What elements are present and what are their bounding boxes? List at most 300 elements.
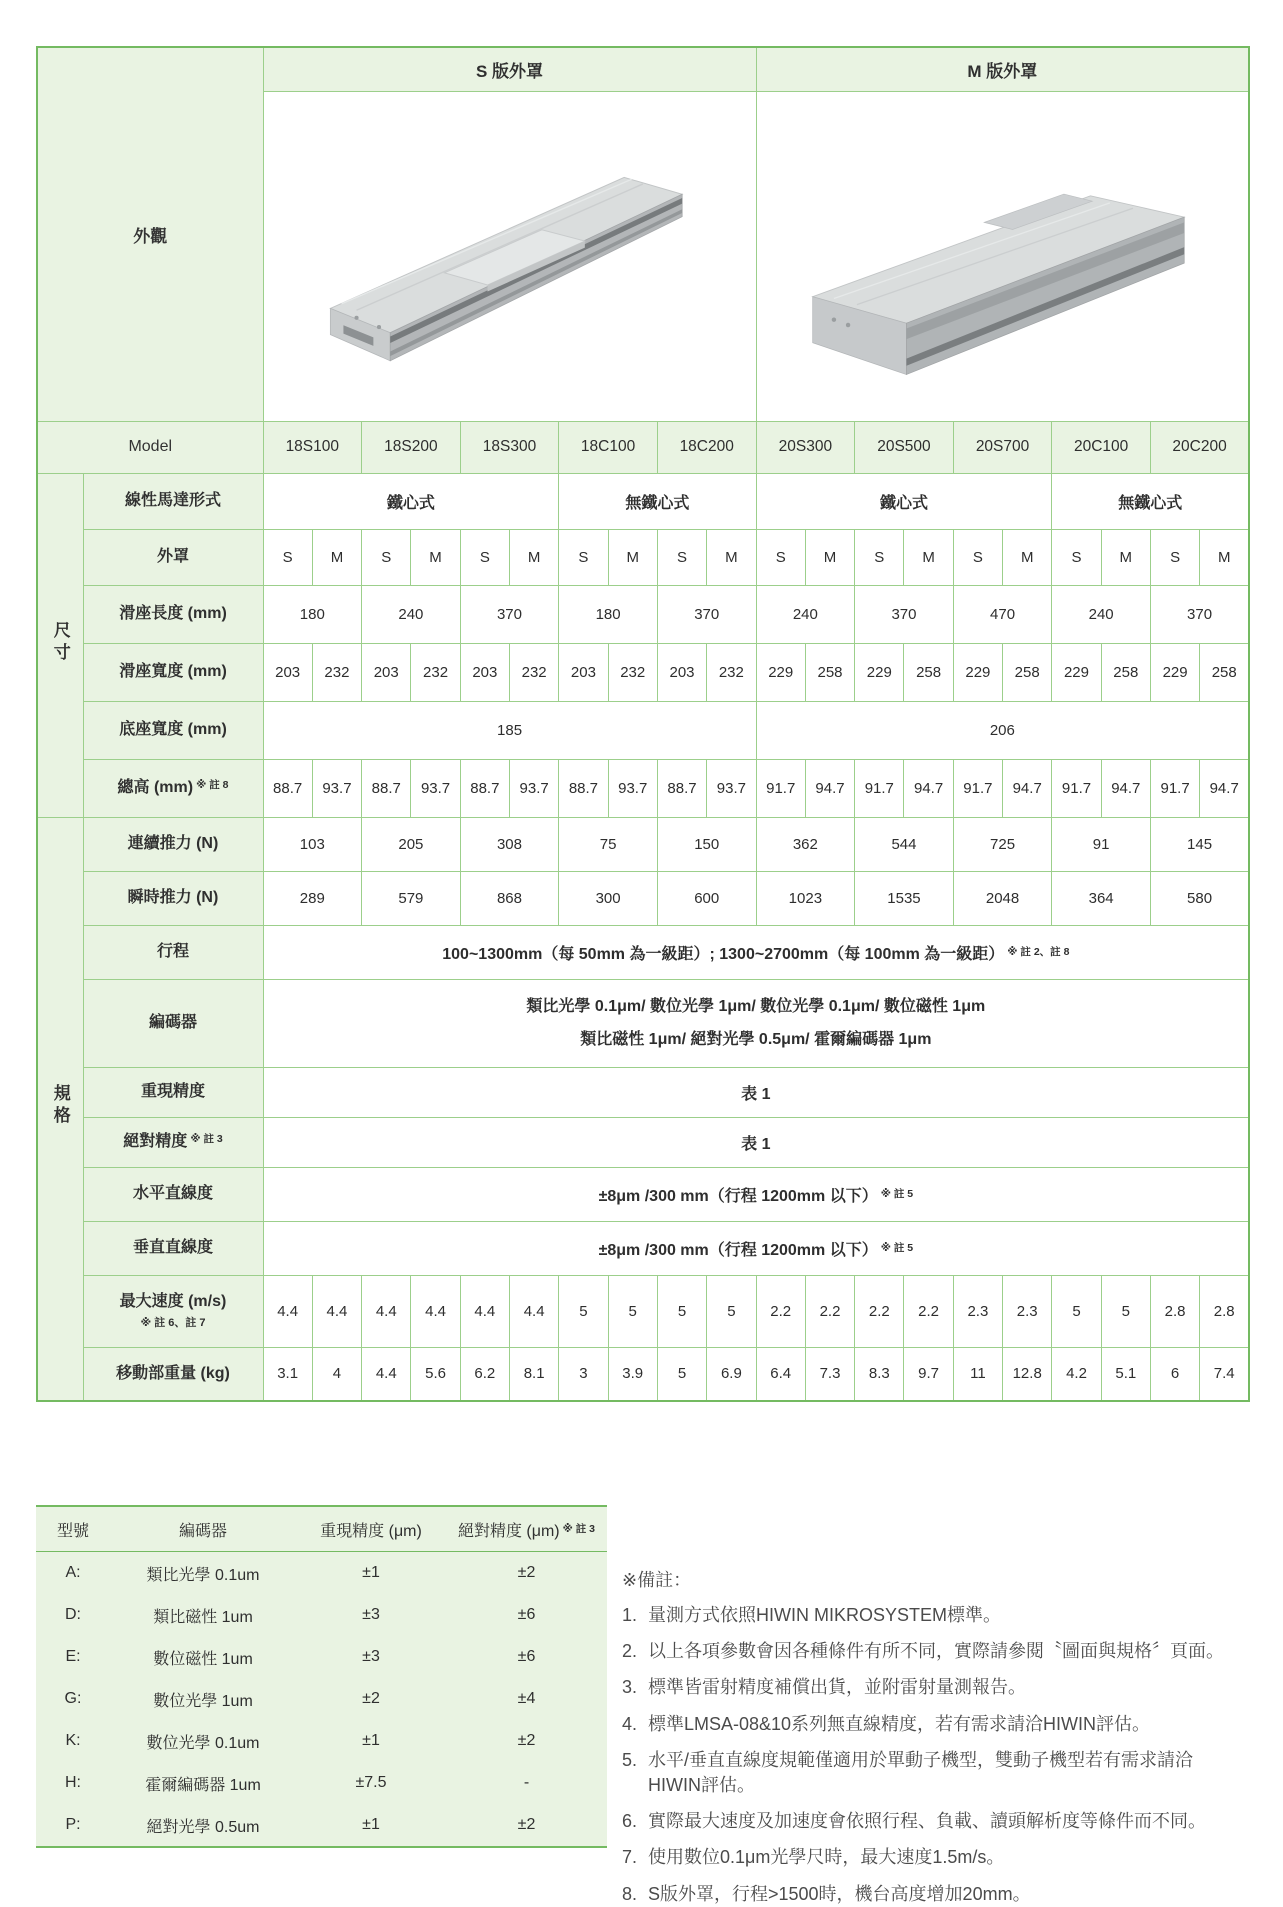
spec-value-cell xyxy=(559,643,608,701)
column-header-m-cover xyxy=(756,47,1249,91)
spec-value-cell xyxy=(362,759,411,817)
spec-value-cell xyxy=(509,759,558,817)
spec-value-cell xyxy=(855,1275,904,1347)
bound-text: ※ 註 5 xyxy=(880,1187,914,1200)
bound-text: 絕對精度 xyxy=(123,1133,188,1150)
bound-text: 6 xyxy=(1170,1365,1180,1383)
bound-text: 4.4 xyxy=(375,1365,397,1383)
spec-value-cell xyxy=(1052,871,1151,925)
spec-value-cell xyxy=(1052,643,1101,701)
encoder-cell xyxy=(296,1594,446,1636)
bound-text: 2.2 xyxy=(868,1302,890,1320)
bound-text: 尺寸 xyxy=(50,620,70,665)
spec-value-cell xyxy=(1003,1347,1052,1401)
bound-text: 7.4 xyxy=(1213,1365,1235,1383)
spec-value-cell xyxy=(1003,643,1052,701)
encoder-cell xyxy=(446,1552,607,1595)
bound-text: 標準LMSA-08&10系列無直線精度，若有需求請洽HIWIN評估。 xyxy=(648,1713,1151,1734)
note-item-6 xyxy=(622,1809,1270,1834)
bound-text: 2.3 xyxy=(1016,1302,1038,1320)
encoder-row-D xyxy=(36,1594,607,1636)
bound-text: 868 xyxy=(496,889,522,907)
bound-text: 94.7 xyxy=(815,779,845,797)
encoder-cell xyxy=(110,1594,296,1636)
spec-value-cell xyxy=(559,585,658,643)
note-text xyxy=(648,1675,1270,1700)
bound-text: M xyxy=(1119,548,1133,566)
spec-value-cell xyxy=(657,817,756,871)
bound-text: H: xyxy=(65,1774,81,1791)
bound-text: 1535 xyxy=(887,889,921,907)
spec-value-cell xyxy=(460,871,559,925)
spec-value-cell xyxy=(953,759,1002,817)
spec-value-cell xyxy=(608,643,657,701)
spec-value-cell xyxy=(460,817,559,871)
bound-text: 203 xyxy=(275,663,301,681)
spec-value-cell xyxy=(263,1117,1249,1167)
bound-text: 滑座寬度 (mm) xyxy=(119,663,227,680)
bound-text: 5 xyxy=(677,1365,687,1383)
spec-value-cell xyxy=(805,1275,854,1347)
bound-text: 240 xyxy=(1088,605,1114,623)
spec-row-15 xyxy=(37,1347,1249,1401)
bound-text: 229 xyxy=(1162,663,1188,681)
bound-text: ※ 註 5 xyxy=(880,1241,914,1254)
bound-text: 行程 xyxy=(156,943,189,960)
bound-text: 94.7 xyxy=(1111,779,1141,797)
model-header-18c100 xyxy=(559,421,658,473)
bound-text: A: xyxy=(65,1564,81,1581)
row-label-9 xyxy=(83,979,263,1067)
linear-stage-s-cover-image xyxy=(300,125,720,387)
note-number: 8. xyxy=(622,1883,638,1904)
bound-text: 鐵心式 xyxy=(386,494,435,512)
spec-value-cell xyxy=(657,643,706,701)
spec-value-cell xyxy=(1052,1347,1101,1401)
bound-text: G: xyxy=(64,1690,82,1707)
bound-text: 4.4 xyxy=(375,1302,397,1320)
bound-text: S xyxy=(775,548,786,566)
bound-text: 2.8 xyxy=(1164,1302,1186,1320)
encoder-cell xyxy=(36,1636,110,1678)
note-item-5 xyxy=(622,1748,1270,1798)
bound-text: 9.7 xyxy=(918,1365,940,1383)
bound-text: 量測方式依照HIWIN MIKROSYSTEM標準。 xyxy=(648,1605,1002,1625)
bound-text: 232 xyxy=(324,663,350,681)
spec-value-cell xyxy=(1200,1275,1249,1347)
bound-text: S xyxy=(1170,548,1181,566)
bound-text: E: xyxy=(65,1648,81,1665)
bound-text: 103 xyxy=(299,835,325,853)
spec-value-cell xyxy=(1150,817,1249,871)
bound-text: 標準皆雷射精度補償出貨，並附雷射量測報告。 xyxy=(648,1677,1026,1698)
spec-value-cell xyxy=(707,1347,756,1401)
spec-row-0 xyxy=(37,473,1249,529)
bound-text: M xyxy=(1217,548,1231,566)
spec-value-cell xyxy=(904,759,953,817)
bound-text: ±1 xyxy=(362,1732,380,1749)
bound-text: 5.1 xyxy=(1115,1365,1137,1383)
bound-text: 5.6 xyxy=(425,1365,446,1383)
bound-text: 4.2 xyxy=(1066,1365,1087,1383)
bound-text: 重現精度 xyxy=(140,1083,205,1100)
encoder-cell xyxy=(446,1804,607,1847)
spec-value-cell xyxy=(756,529,805,585)
bound-text: 20S700 xyxy=(975,438,1030,455)
spec-value-cell xyxy=(855,1347,904,1401)
bound-text: 185 xyxy=(497,721,523,739)
spec-value-cell xyxy=(707,759,756,817)
spec-value-cell xyxy=(1052,817,1151,871)
bound-text: 12.8 xyxy=(1012,1365,1042,1383)
spec-row-9 xyxy=(37,979,1249,1067)
bound-text: 470 xyxy=(990,605,1016,623)
encoder-col-header-1 xyxy=(110,1506,296,1552)
spec-value-cell xyxy=(1150,643,1199,701)
bound-text: 滑座長度 (mm) xyxy=(119,605,227,622)
bound-text: 18S200 xyxy=(384,438,438,455)
bound-text: ±8μm /300 mm（行程 1200mm 以下） xyxy=(598,1241,878,1259)
row-label-11 xyxy=(83,1117,263,1167)
bound-text: ±6 xyxy=(517,1606,536,1623)
spec-value-cell xyxy=(1101,1347,1150,1401)
note-text xyxy=(648,1845,1270,1870)
bound-text: ±1 xyxy=(362,1816,380,1833)
bound-text: 外觀 xyxy=(133,226,168,246)
spec-value-cell xyxy=(1150,1347,1199,1401)
encoder-accuracy-table xyxy=(36,1505,607,1848)
bound-text: 229 xyxy=(866,663,892,681)
spec-row-5 xyxy=(37,759,1249,817)
bound-text: ※ 註 2、註 8 xyxy=(1007,945,1070,958)
spec-value-cell xyxy=(805,1347,854,1401)
spec-value-cell xyxy=(1052,585,1151,643)
bound-text: 類比磁性 1um xyxy=(153,1608,253,1626)
spec-row-4 xyxy=(37,701,1249,759)
spec-value-cell xyxy=(460,643,509,701)
row-label-15 xyxy=(83,1347,263,1401)
bound-text: 229 xyxy=(1063,663,1089,681)
bound-text: 362 xyxy=(792,835,818,853)
spec-value-cell xyxy=(756,473,1052,529)
bound-text: 180 xyxy=(299,605,325,623)
spec-value-cell xyxy=(460,1347,509,1401)
row-label-footnote: ※ 註 6、註 7 xyxy=(140,1316,206,1329)
spec-value-cell xyxy=(263,979,1249,1067)
bound-text: 4.4 xyxy=(326,1302,348,1320)
spec-value-cell xyxy=(805,643,854,701)
encoder-row-K xyxy=(36,1720,607,1762)
bound-text: P: xyxy=(65,1816,81,1833)
spec-value-cell xyxy=(263,817,362,871)
bound-text: 370 xyxy=(891,605,917,623)
spec-row-12 xyxy=(37,1167,1249,1221)
bound-text: 霍爾編碼器 1um xyxy=(145,1776,261,1794)
spec-value-cell xyxy=(953,529,1002,585)
spec-value-cell xyxy=(756,1347,805,1401)
bound-text: 20C100 xyxy=(1073,438,1129,455)
model-row xyxy=(37,421,1249,473)
bound-text: M xyxy=(823,548,837,566)
column-header-s-cover xyxy=(263,47,756,91)
bound-text: 連續推力 (N) xyxy=(127,835,219,852)
bound-text: 240 xyxy=(398,605,424,623)
bound-text: M xyxy=(429,548,442,566)
note-item-1 xyxy=(622,1603,1270,1628)
bound-text: 240 xyxy=(792,605,818,623)
spec-value-cell xyxy=(756,759,805,817)
bound-text: 100~1300mm（每 50mm 為一級距）; 1300~2700mm（每 100mm 為一級距） xyxy=(442,945,1005,963)
spec-value-cell xyxy=(362,1347,411,1401)
bound-text: M xyxy=(922,548,935,566)
bound-text: 瞬時推力 (N) xyxy=(127,889,219,906)
spec-value-cell xyxy=(312,643,361,701)
bound-text: ±6 xyxy=(517,1648,536,1665)
spec-value-cell xyxy=(657,585,756,643)
bound-text: ※ 註 3 xyxy=(562,1522,596,1535)
bound-text: 4.4 xyxy=(425,1302,446,1320)
note-item-7 xyxy=(622,1845,1270,1870)
bound-text: S xyxy=(874,548,885,566)
row-label-13 xyxy=(83,1221,263,1275)
bound-text: 3.9 xyxy=(622,1365,644,1383)
bound-text: 3 xyxy=(579,1365,588,1383)
bound-text: 370 xyxy=(1187,605,1213,623)
bound-text: 150 xyxy=(694,835,720,853)
bound-text: - xyxy=(523,1774,530,1791)
bound-text: S xyxy=(479,548,490,566)
bound-text: 規格 xyxy=(50,1084,70,1129)
spec-value-cell xyxy=(362,1275,411,1347)
spec-value-cell xyxy=(263,529,312,585)
spec-value-cell xyxy=(1052,529,1101,585)
product-photo-m xyxy=(756,91,1249,421)
spec-value-cell xyxy=(1200,643,1249,701)
spec-value-cell xyxy=(657,529,706,585)
row-label-10 xyxy=(83,1067,263,1117)
bound-text: 203 xyxy=(669,663,695,681)
bound-text: 無鐵心式 xyxy=(625,494,690,512)
bound-text: ※ 註 3 xyxy=(190,1133,223,1145)
appearance-label-cell xyxy=(37,47,263,421)
encoder-cell xyxy=(446,1678,607,1720)
spec-value-cell xyxy=(1200,759,1249,817)
bound-text: 94.7 xyxy=(1209,779,1239,797)
spec-value-cell xyxy=(362,585,461,643)
spec-value-cell xyxy=(1003,759,1052,817)
bound-text: Model xyxy=(128,438,173,455)
row-label-0 xyxy=(83,473,263,529)
spec-value-cell xyxy=(953,1275,1002,1347)
bound-text: 最大速度 (m/s) xyxy=(119,1292,227,1310)
spec-value-cell xyxy=(263,585,362,643)
spec-value-cell xyxy=(953,1347,1002,1401)
spec-value-cell xyxy=(1200,529,1249,585)
note-item-3 xyxy=(622,1675,1270,1700)
bound-text: 線性馬達形式 xyxy=(124,492,221,509)
encoder-cell xyxy=(296,1552,446,1595)
bound-text: D: xyxy=(65,1606,81,1623)
spec-value-cell xyxy=(1003,529,1052,585)
spec-value-cell xyxy=(1052,1275,1101,1347)
spec-value-cell xyxy=(312,529,361,585)
spec-value-cell xyxy=(756,585,855,643)
encoder-cell xyxy=(446,1636,607,1678)
note-number: 2. xyxy=(622,1641,638,1662)
bound-text: 18S100 xyxy=(285,438,340,455)
note-text xyxy=(648,1748,1270,1798)
bound-text: ±1 xyxy=(362,1564,380,1581)
bound-text: ±7.5 xyxy=(355,1774,387,1791)
spec-value-cell xyxy=(608,529,657,585)
bound-text: M xyxy=(1020,548,1034,566)
spec-value-cell xyxy=(608,1275,657,1347)
spec-row-7 xyxy=(37,871,1249,925)
bound-text: ±4 xyxy=(517,1690,536,1707)
bound-text: ±2 xyxy=(517,1564,536,1581)
bound-text: 91.7 xyxy=(963,779,993,797)
spec-value-cell xyxy=(855,871,954,925)
bound-text: 2.2 xyxy=(770,1302,792,1320)
spec-value-cell xyxy=(1052,759,1101,817)
encoder-row-H xyxy=(36,1762,607,1804)
encoder-cell xyxy=(110,1720,296,1762)
bound-text: 6.2 xyxy=(474,1365,496,1383)
bound-text: 以上各項參數會因各種條件有所不同，實際請參閱〝圖面與規格〞頁面。 xyxy=(648,1641,1224,1662)
spec-value-cell xyxy=(263,871,362,925)
bound-text: 8.1 xyxy=(523,1365,545,1383)
spec-value-cell xyxy=(657,1347,706,1401)
spec-row-13 xyxy=(37,1221,1249,1275)
bound-text: 4.4 xyxy=(474,1302,496,1320)
bound-text: 5 xyxy=(1072,1302,1081,1320)
bound-text: M xyxy=(330,548,344,566)
bound-text: 93.7 xyxy=(322,779,352,797)
spec-value-cell xyxy=(904,643,953,701)
bound-text: M xyxy=(626,548,639,566)
spec-value-cell xyxy=(509,643,558,701)
note-item-2 xyxy=(622,1639,1270,1664)
spec-row-11 xyxy=(37,1117,1249,1167)
bound-text: 7.3 xyxy=(819,1365,841,1383)
spec-row-2 xyxy=(37,585,1249,643)
spec-value-cell xyxy=(1150,585,1249,643)
bound-text: 2.8 xyxy=(1213,1302,1235,1320)
spec-value-cell xyxy=(559,473,756,529)
bound-text: 數位光學 1um xyxy=(153,1692,253,1710)
bound-text: 229 xyxy=(965,663,991,681)
bound-text: 底座寬度 (mm) xyxy=(119,721,227,738)
encoder-cell xyxy=(110,1552,296,1595)
linear-stage-m-cover-image xyxy=(772,120,1232,392)
bound-text: 203 xyxy=(373,663,399,681)
bound-text: 2048 xyxy=(985,889,1020,907)
encoder-cell xyxy=(36,1678,110,1720)
bound-text: 308 xyxy=(496,835,522,853)
spec-value-cell xyxy=(1101,529,1150,585)
spec-value-cell xyxy=(953,871,1052,925)
header-row xyxy=(37,47,1249,91)
bound-text: 18C100 xyxy=(580,438,636,455)
bound-text: 258 xyxy=(817,663,843,681)
bound-text: 20S300 xyxy=(778,438,833,455)
spec-row-10 xyxy=(37,1067,1249,1117)
bound-text: 表 1 xyxy=(741,1135,771,1153)
bound-text: 206 xyxy=(989,721,1015,739)
bound-text: 2.3 xyxy=(967,1302,989,1320)
bound-text: 水平/垂直直線度規範僅適用於單動子機型，雙動子機型若有需求請洽 xyxy=(648,1749,1193,1770)
spec-value-cell xyxy=(1150,759,1199,817)
note-text-continued: HIWIN評估。 xyxy=(648,1774,755,1795)
encoder-cell xyxy=(446,1594,607,1636)
encoder-cell xyxy=(296,1636,446,1678)
spec-row-8 xyxy=(37,925,1249,979)
bound-text: 258 xyxy=(916,663,942,681)
bound-text: 88.7 xyxy=(371,779,401,797)
bound-text: 300 xyxy=(595,889,621,907)
spec-value-cell xyxy=(411,643,460,701)
bound-text: 91.7 xyxy=(864,779,894,797)
bound-text: 3.1 xyxy=(277,1365,299,1383)
encoder-table-header-row xyxy=(36,1506,607,1552)
spec-value-cell xyxy=(953,585,1052,643)
bound-text: 重現精度 (μm) xyxy=(320,1522,422,1540)
encoder-option-line: 類比光學 0.1μm/ 數位光學 1μm/ 數位光學 0.1μm/ 數位磁性 1μm xyxy=(526,998,986,1015)
bound-text: 5 xyxy=(727,1302,736,1320)
product-photo-s xyxy=(263,91,756,421)
model-header-20s700 xyxy=(953,421,1052,473)
encoder-cell xyxy=(36,1552,110,1595)
encoder-cell xyxy=(446,1762,607,1804)
bound-text: 4.4 xyxy=(277,1302,299,1320)
row-label-1 xyxy=(83,529,263,585)
encoder-cell xyxy=(296,1720,446,1762)
spec-value-cell xyxy=(559,871,658,925)
spec-value-cell xyxy=(1200,1347,1249,1401)
bound-text: 4.4 xyxy=(523,1302,545,1320)
bound-text: 5 xyxy=(628,1302,637,1320)
bound-text: 91.7 xyxy=(1160,779,1190,797)
spec-value-cell xyxy=(756,1275,805,1347)
note-text xyxy=(648,1882,1270,1907)
spec-value-cell xyxy=(411,1275,460,1347)
bound-text: 編碼器 xyxy=(148,1014,197,1031)
spec-value-cell xyxy=(263,1067,1249,1117)
bound-text: 編碼器 xyxy=(178,1522,227,1540)
spec-value-cell xyxy=(263,1347,312,1401)
spec-value-cell xyxy=(1101,643,1150,701)
spec-value-cell xyxy=(559,529,608,585)
spec-value-cell xyxy=(362,529,411,585)
bound-text: 數位光學 0.1um xyxy=(146,1734,260,1752)
bound-text: 5 xyxy=(1121,1302,1130,1320)
spec-value-cell xyxy=(805,759,854,817)
note-item-8 xyxy=(622,1882,1270,1907)
encoder-cell xyxy=(296,1762,446,1804)
row-label-14 xyxy=(83,1275,263,1347)
spec-value-cell xyxy=(263,1167,1249,1221)
encoder-cell xyxy=(36,1762,110,1804)
bound-text: 370 xyxy=(496,605,522,623)
encoder-col-header-3 xyxy=(446,1506,607,1552)
spec-value-cell xyxy=(362,643,411,701)
bound-text: 20S500 xyxy=(877,438,931,455)
bound-text: S版外罩，行程>1500時，機台高度增加20mm。 xyxy=(648,1883,1031,1904)
spec-value-cell xyxy=(559,1275,608,1347)
bound-text: 鐵心式 xyxy=(879,494,928,512)
spec-value-cell xyxy=(855,585,954,643)
spec-value-cell xyxy=(1101,1275,1150,1347)
